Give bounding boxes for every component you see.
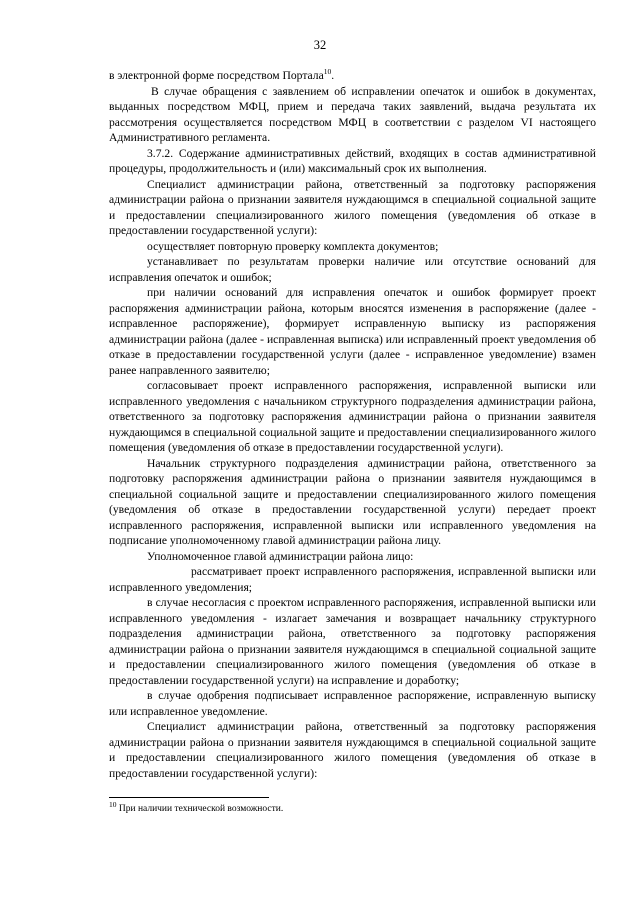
list-item: в случае одобрения подписывает исправленное распоряжение, исправленную выписку или исправленное уведомление.	[109, 689, 596, 718]
page-number: 32	[313, 38, 327, 52]
list-item: рассматривает проект исправленного распоряжения, исправленной выписки или исправленного уведомления;	[109, 565, 596, 594]
section-heading: 3.7.2. Содержание административных действий, входящих в состав административной процедуры, продолжительность и (или) максимальный срок их выполнения.	[109, 146, 596, 175]
paragraph-text-end: .	[331, 69, 335, 82]
footnote-divider	[109, 797, 269, 798]
footnote-marker: 10	[109, 799, 117, 809]
paragraph: Уполномоченное главой администрации района лицо:	[147, 549, 414, 563]
list-item: устанавливает по результатам проверки наличие или отсутствие оснований для исправления опечаток и ошибок;	[109, 255, 596, 284]
paragraph	[109, 68, 596, 84]
list-item: при наличии оснований для исправления опечаток и ошибок формирует проект распоряжения администрации района, которым вносятся изменения в распоряжение (далее - исправленное распоряжение), формирует исправленную выписку из распоряжения администрации района (далее - исправленная выписка) или исправленный проект уведомления об отказе в предоставлении государственной услуги (далее - исправленное уведомление) взамен ранее направленного заявителю;	[109, 286, 596, 377]
list-item: согласовывает проект исправленного распоряжения, исправленной выписки или исправленного уведомления с начальником структурного подразделения администрации района, ответственного за подготовку распоряжения администрации района о признании заявителя нуждающимся в специальной социальной защите и предоставлении специализированного жилого помещения (уведомления об отказе в предоставлении государственной услуги).	[109, 379, 596, 454]
list-item: в случае несогласия с проектом исправленного распоряжения, исправленной выписки или исправленного уведомления - излагает замечания и возвращает начальнику структурного подразделения администрации района, ответственного за подготовку распоряжения администрации района о признании заявителя нуждающимся в специальной социальной защите и предоставлении специализированного жилого помещения (уведомления об отказе в предоставлении государственной услуги) на исправление и доработку;	[109, 596, 596, 687]
paragraph: Специалист администрации района, ответственный за подготовку распоряжения администрации района о признании заявителя нуждающимся в специальной социальной защите и предоставлении специализированного жилого помещения (уведомления об отказе в предоставлении государственной услуги):	[109, 177, 596, 237]
footnote-text: При наличии технической возможности.	[116, 804, 284, 814]
document-body	[109, 68, 596, 781]
footnote-reference: 10	[323, 67, 332, 77]
paragraph: Начальник структурного подразделения администрации района, ответственного за подготовку распоряжения администрации района о признании заявителя нуждающимся в специальной социальной защите и предоставлении специализированного жилого помещения (уведомления об отказе в предоставлении государственной услуги) передает проект исправленного распоряжения, исправленной выписки или исправленного уведомления на подписание уполномоченному главой администрации района лицу.	[109, 456, 596, 547]
paragraph: В случае обращения с заявлением об исправлении опечаток и ошибок в документах, выданных посредством МФЦ, прием и передача таких заявлений, выдача результата их рассмотрения осуществляется посредством МФЦ в соответствии с разделом VI настоящего Административного регламента.	[109, 84, 596, 144]
list-item: осуществляет повторную проверку комплекта документов;	[147, 239, 439, 253]
paragraph: Специалист администрации района, ответственный за подготовку распоряжения администрации района о признании заявителя нуждающимся в специальной социальной защите и предоставлении специализированного жилого помещения (уведомления об отказе в предоставлении государственной услуги):	[109, 720, 596, 780]
footnote	[109, 799, 596, 815]
paragraph-text: в электронной форме посредством Портала	[109, 69, 324, 82]
